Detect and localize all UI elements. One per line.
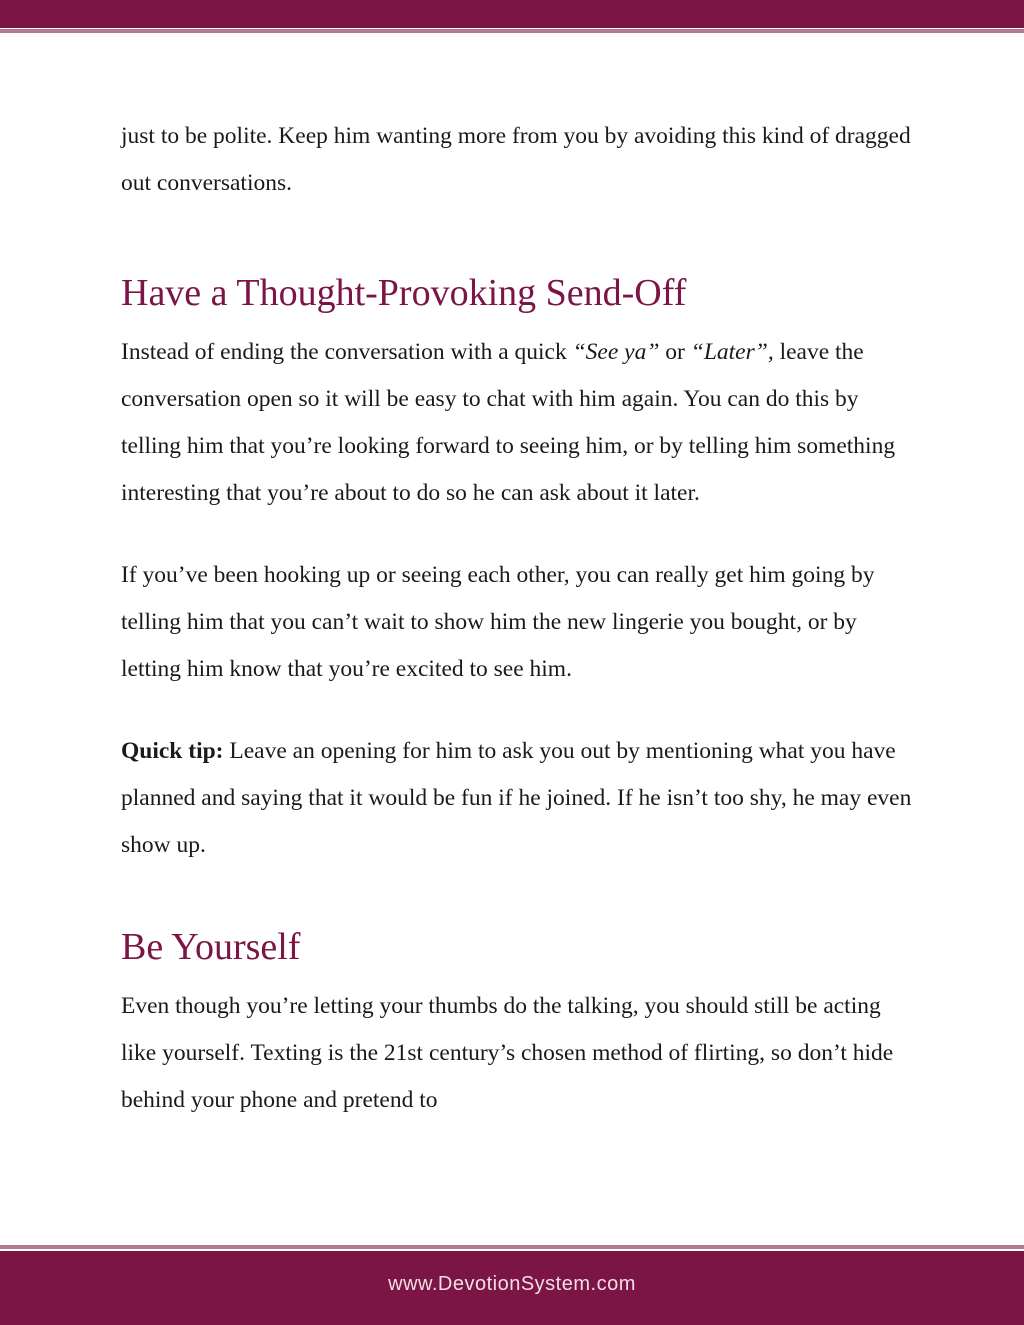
header-divider — [0, 29, 1024, 33]
header-band — [0, 0, 1024, 28]
footer-website-link[interactable]: www.DevotionSystem.com — [388, 1273, 636, 1295]
paragraph-intro: just to be polite. Keep him wanting more from you by avoiding this kind of dragged out conversations. — [121, 123, 911, 196]
quick-tip-label: Quick tip: — [121, 738, 224, 764]
section-heading-send-off: Have a Thought-Provoking Send-Off — [121, 272, 687, 314]
paragraph-text: Instead of ending the conversation with a quick — [121, 339, 573, 365]
section-heading-be-yourself: Be Yourself — [121, 926, 301, 968]
paragraph-send-off — [121, 329, 921, 517]
page-content — [121, 113, 921, 1124]
paragraph-be-yourself: Even though you’re letting your thumbs do the talking, you should still be acting like yourself. Texting is the 21st century’s chosen method of flirting, so don’t hide behind your phone and pretend to — [121, 993, 894, 1113]
footer-divider — [0, 1245, 1024, 1249]
quote-later: “Later”, — [690, 339, 774, 365]
quote-see-ya: “See ya” — [572, 339, 660, 365]
paragraph-quick-tip — [121, 728, 921, 869]
paragraph-text: or — [659, 339, 691, 365]
quick-tip-text: Leave an opening for him to ask you out by mentioning what you have planned and saying that it would be fun if he joined. If he isn’t too shy, he may even show up. — [121, 738, 912, 858]
paragraph-text: leave the conversation open so it will be easy to chat with him again. You can do this by telling him that you’re looking forward to seeing him, or by telling him something interesting that you’re about to do so he can ask about it later. — [121, 339, 896, 506]
paragraph-hooking-up: If you’ve been hooking up or seeing each other, you can really get him going by telling him that you can’t wait to show him the new lingerie you bought, or by letting him know that you’re excited to see him. — [121, 562, 875, 682]
